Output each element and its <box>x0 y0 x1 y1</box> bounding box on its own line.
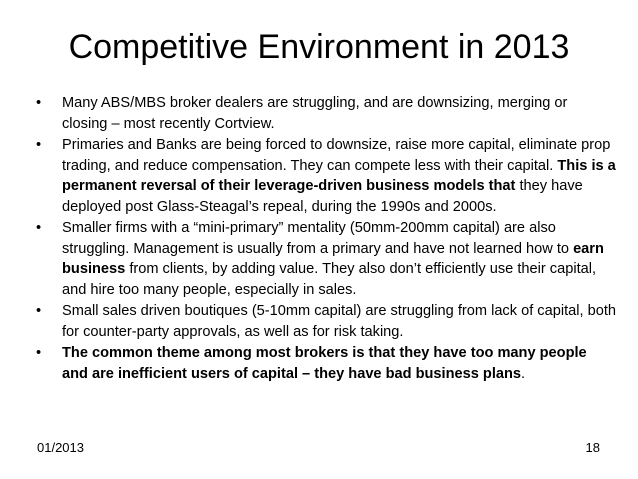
bullet-text: Primaries and Banks are being forced to downsize, raise more capital, eliminate prop trading, and reduce compensation. They can compete less with their capital. <box>62 137 611 174</box>
bullet-text: Small sales driven boutiques (5-10mm capital) are struggling from lack of capital, both for counter-party approvals, as well as for risk taking. <box>62 303 617 340</box>
page-number: 18 <box>585 440 600 455</box>
bullet-symbol: • <box>36 303 42 319</box>
bullet-item <box>36 218 616 300</box>
slide-title: Competitive Environment in 2013 <box>68 28 570 66</box>
bullet-list <box>36 93 616 385</box>
footer-date: 01/2013 <box>37 440 84 455</box>
bullet-symbol: • <box>36 95 42 111</box>
bullet-symbol: • <box>36 345 42 361</box>
bullet-item <box>36 135 616 217</box>
bullet-symbol: • <box>36 137 42 153</box>
bullet-text: from clients, by adding value. They also don’t efficiently use their capital, and hire too many people, especially in sales. <box>62 261 597 298</box>
bullet-text: Smaller firms with a “mini-primary” mentality (50mm-200mm capital) are also struggling. Management is usually from a primary and have not learned how to <box>62 220 574 257</box>
bullet-symbol: • <box>36 220 42 236</box>
bullet-item <box>36 301 616 342</box>
bullet-text-bold: This is a permanent reversal of their leverage-driven business models that <box>62 157 616 194</box>
bullet-text: . <box>521 365 526 382</box>
bullet-text: Many ABS/MBS broker dealers are struggling, and are downsizing, merging or closing – most recently Cortview. <box>62 95 568 132</box>
bullet-text: they have deployed post Glass-Steagal’s repeal, during the 1990s and 2000s. <box>62 178 583 215</box>
bullet-item <box>36 93 616 134</box>
bullet-text-bold: The common theme among most brokers is that they have too many people and are inefficient users of capital – they have bad business plans <box>62 345 587 382</box>
bullet-item <box>36 343 616 384</box>
bullet-text-bold: earn business <box>62 240 604 277</box>
